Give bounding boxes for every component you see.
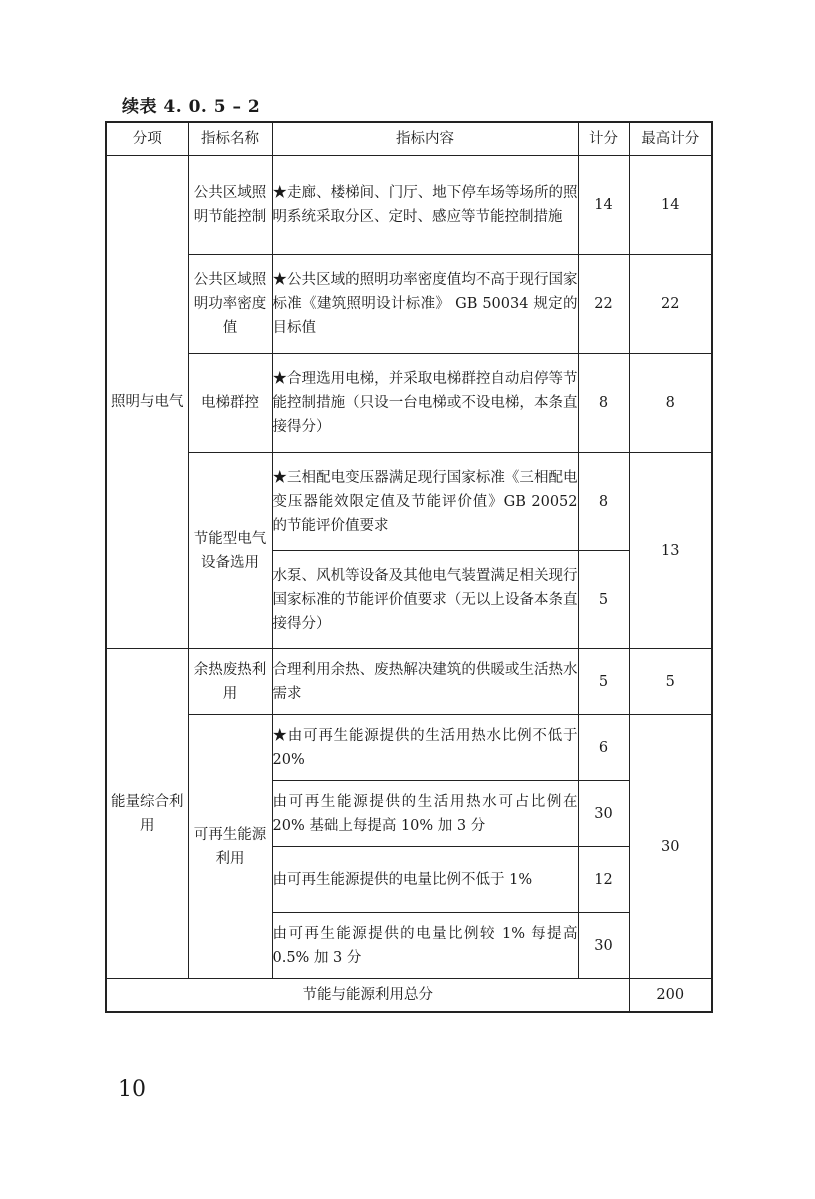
total-value: 200 (629, 979, 712, 1012)
total-label: 节能与能源利用总分 (106, 979, 629, 1012)
score-cell: 12 (578, 847, 629, 913)
indicator-content: 由可再生能源提供的电量比例较 1% 每提高 0.5% 加 3 分 (272, 913, 578, 979)
indicator-content: 由可再生能源提供的生活用热水可占比例在 20% 基础上每提高 10% 加 3 分 (272, 781, 578, 847)
indicator-name: 公共区域照明功率密度值 (188, 255, 272, 354)
indicator-name: 余热废热利用 (188, 649, 272, 715)
max-score-cell: 22 (629, 255, 712, 354)
indicator-name: 电梯群控 (188, 354, 272, 453)
header-indicator-content: 指标内容 (272, 122, 578, 156)
header-max-score: 最高计分 (629, 122, 712, 156)
score-cell: 30 (578, 913, 629, 979)
indicator-name: 公共区域照明节能控制 (188, 156, 272, 255)
indicator-content: 由可再生能源提供的电量比例不低于 1% (272, 847, 578, 913)
table-row (106, 156, 712, 255)
indicator-content: ★合理选用电梯，并采取电梯群控自动启停等节能控制措施（只设一台电梯或不设电梯，本条直接得分） (272, 354, 578, 453)
table-row (106, 453, 712, 551)
indicator-content: ★公共区域的照明功率密度值均不高于现行国家标准《建筑照明设计标准》 GB 50034 规定的目标值 (272, 255, 578, 354)
category-energy-utilization: 能量综合利用 (106, 649, 188, 979)
max-score-cell: 14 (629, 156, 712, 255)
header-category: 分项 (106, 122, 188, 156)
max-score-cell: 5 (629, 649, 712, 715)
table-caption: 续表 4. 0. 5 – 2 (122, 97, 261, 117)
score-cell: 6 (578, 715, 629, 781)
header-score: 计分 (578, 122, 629, 156)
header-indicator-name: 指标名称 (188, 122, 272, 156)
scoring-table (105, 121, 713, 1013)
score-cell: 14 (578, 156, 629, 255)
indicator-content: ★由可再生能源提供的生活用热水比例不低于 20% (272, 715, 578, 781)
page-number: 10 (118, 1077, 146, 1102)
total-row (106, 979, 712, 1012)
table-row (106, 715, 712, 781)
indicator-content: 水泵、风机等设备及其他电气装置满足相关现行国家标准的节能评价值要求（无以上设备本条直接得分） (272, 551, 578, 649)
indicator-content: ★三相配电变压器满足现行国家标准《三相配电变压器能效限定值及节能评价值》GB 20052 的节能评价值要求 (272, 453, 578, 551)
table-row (106, 354, 712, 453)
max-score-cell: 8 (629, 354, 712, 453)
table-row (106, 649, 712, 715)
max-score-cell: 30 (629, 715, 712, 979)
max-score-cell: 13 (629, 453, 712, 649)
header-row (106, 122, 712, 156)
score-cell: 5 (578, 551, 629, 649)
indicator-name: 节能型电气设备选用 (188, 453, 272, 649)
score-cell: 5 (578, 649, 629, 715)
score-cell: 8 (578, 453, 629, 551)
score-cell: 30 (578, 781, 629, 847)
score-cell: 8 (578, 354, 629, 453)
indicator-name: 可再生能源利用 (188, 715, 272, 979)
table-row (106, 255, 712, 354)
score-cell: 22 (578, 255, 629, 354)
indicator-content: 合理利用余热、废热解决建筑的供暖或生活热水需求 (272, 649, 578, 715)
category-lighting-electrical: 照明与电气 (106, 156, 188, 649)
indicator-content: ★走廊、楼梯间、门厅、地下停车场等场所的照明系统采取分区、定时、感应等节能控制措施 (272, 156, 578, 255)
